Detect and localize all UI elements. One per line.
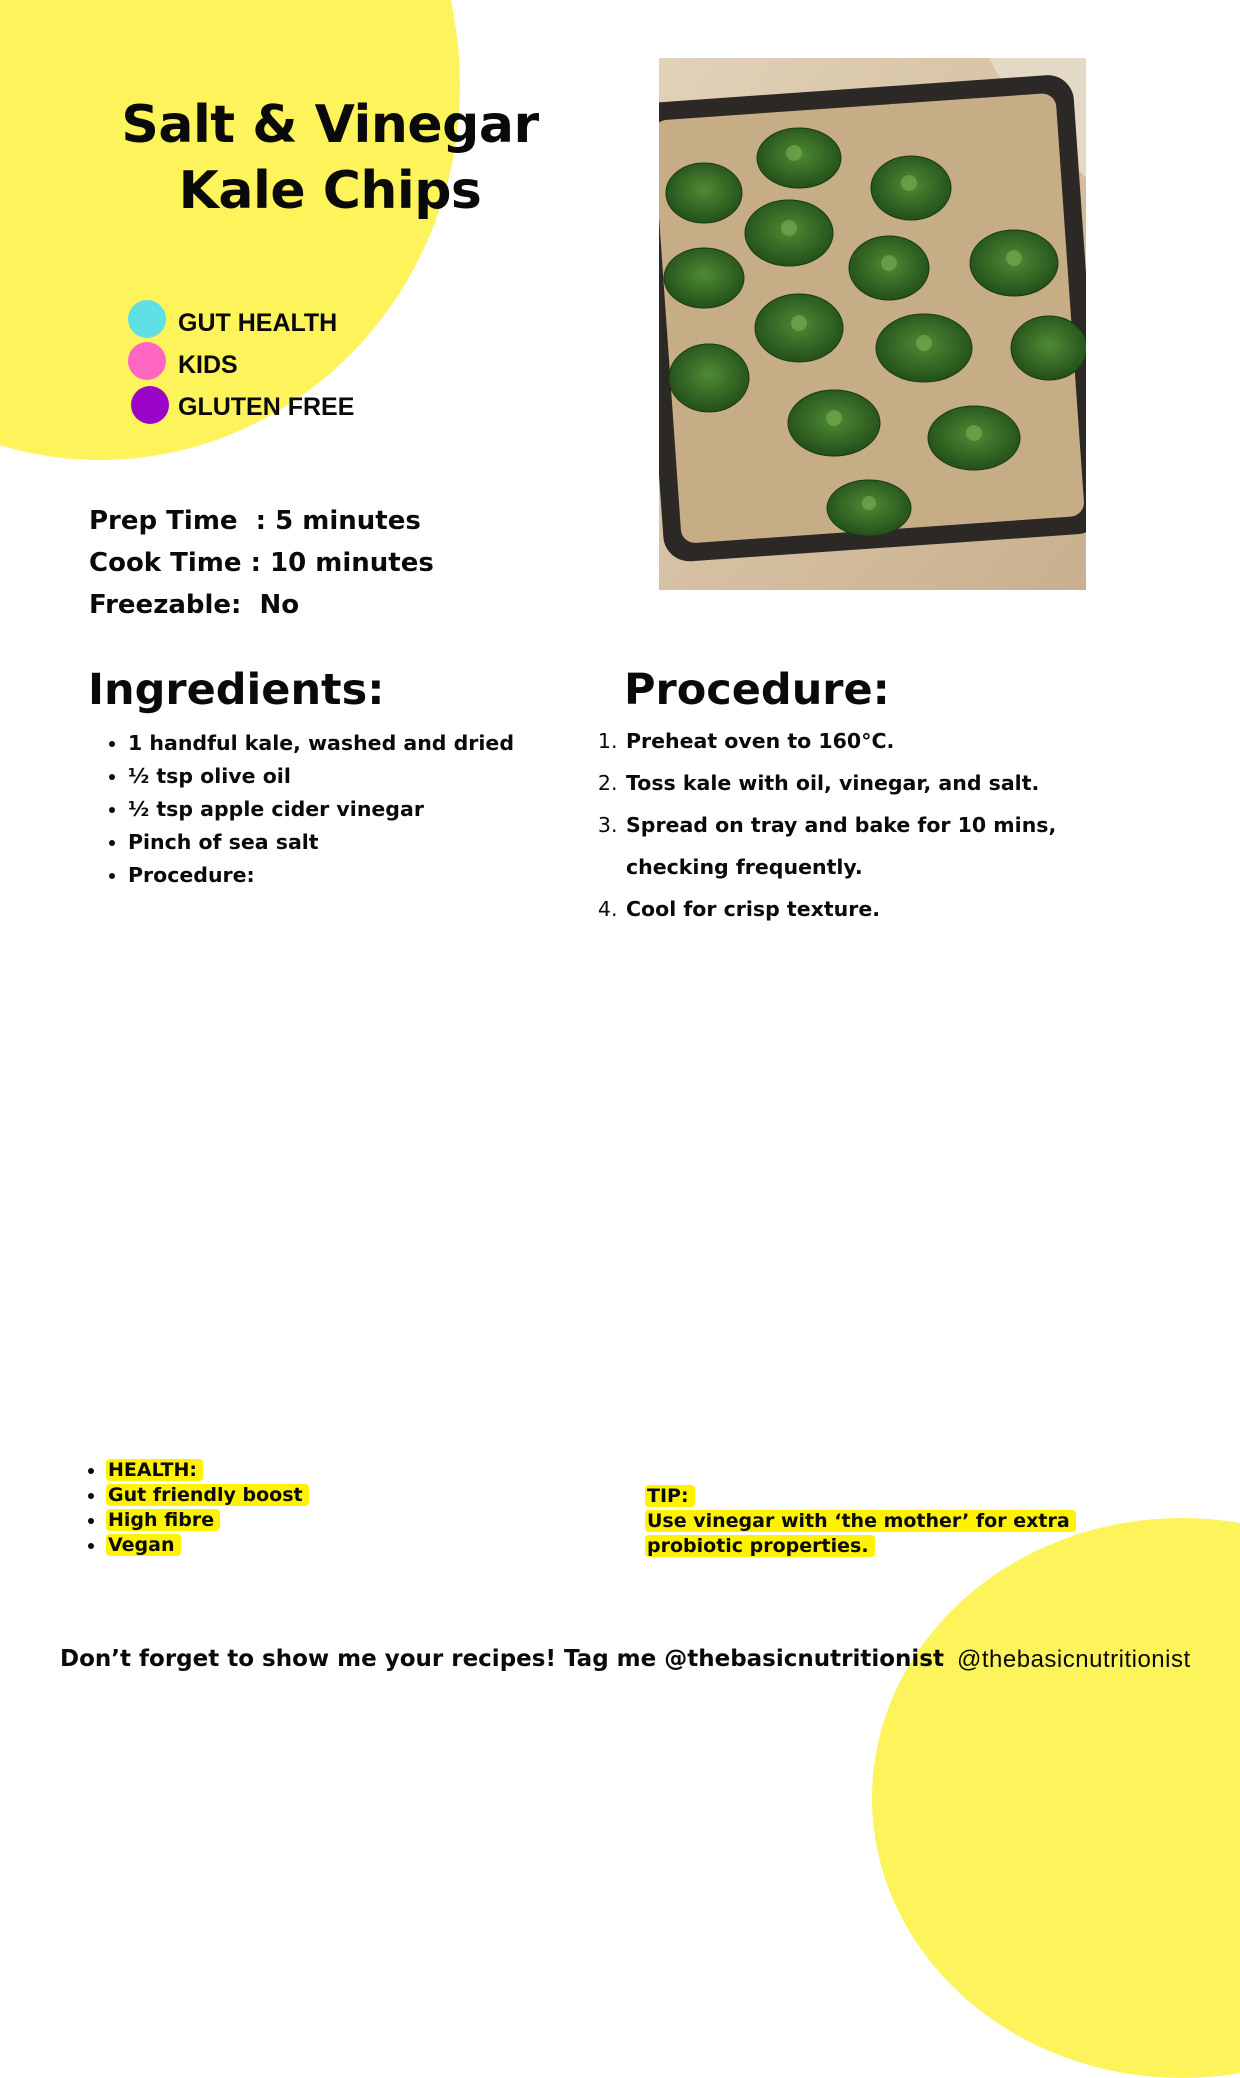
procedure-step: 1. Preheat oven to 160°C.	[624, 720, 1144, 762]
gluten-free-dot-icon	[131, 386, 169, 424]
footer-call-to-action: Don’t forget to show me your recipes! Tag me @thebasicnutritionist	[60, 1646, 944, 1672]
social-handle: @thebasicnutritionist	[957, 1646, 1191, 1673]
list-item	[106, 1483, 309, 1508]
highlight: HEALTH:	[106, 1459, 203, 1481]
kids-dot-icon	[128, 342, 166, 380]
procedure-step: 3. Spread on tray and bake for 10 mins, checking frequently.	[624, 804, 1144, 888]
list-item: • 1 handful kale, washed and dried	[128, 727, 514, 760]
list-item	[106, 1458, 309, 1483]
recipe-times	[89, 500, 434, 626]
list-item	[106, 1508, 309, 1533]
list-item	[106, 1533, 309, 1558]
highlight: Gut friendly boost	[106, 1484, 309, 1506]
tip-text: Use vinegar with ‘the mother’ for extra probiotic properties.	[645, 1510, 1076, 1557]
procedure-heading: Procedure:	[624, 665, 890, 715]
highlight: Vegan	[106, 1534, 181, 1556]
procedure-steps	[602, 720, 1144, 930]
ingredients-list	[90, 727, 514, 892]
procedure-step: 2. Toss kale with oil, vinegar, and salt.	[624, 762, 1144, 804]
decorative-yellow-circle-top-left	[0, 0, 460, 460]
health-benefits-list	[86, 1458, 309, 1558]
list-item: • ½ tsp olive oil	[128, 760, 514, 793]
list-item: • ½ tsp apple cider vinegar	[128, 793, 514, 826]
list-item: • Procedure:	[128, 859, 514, 892]
freezable: Freezable: No	[89, 590, 300, 620]
prep-time: Prep Time : 5 minutes	[89, 506, 421, 536]
tip-label: TIP:	[645, 1485, 695, 1507]
tag-label: KIDS	[178, 351, 238, 379]
list-item: • Pinch of sea salt	[128, 826, 514, 859]
gut-health-dot-icon	[128, 300, 166, 338]
decorative-yellow-circle-bottom-right	[872, 1518, 1240, 2078]
tag-label: GLUTEN FREE	[178, 393, 355, 421]
procedure-step: 4. Cool for crisp texture.	[624, 888, 1144, 930]
tip-box	[645, 1484, 1135, 1559]
kale-chips-tray-illustration	[659, 58, 1086, 590]
ingredients-heading: Ingredients:	[88, 665, 385, 715]
cook-time: Cook Time : 10 minutes	[89, 548, 434, 578]
kale-chips-photo	[659, 58, 1086, 590]
highlight: High fibre	[106, 1509, 220, 1531]
recipe-title: Salt & Vinegar Kale Chips	[121, 95, 539, 221]
tag-label: GUT HEALTH	[178, 309, 338, 337]
